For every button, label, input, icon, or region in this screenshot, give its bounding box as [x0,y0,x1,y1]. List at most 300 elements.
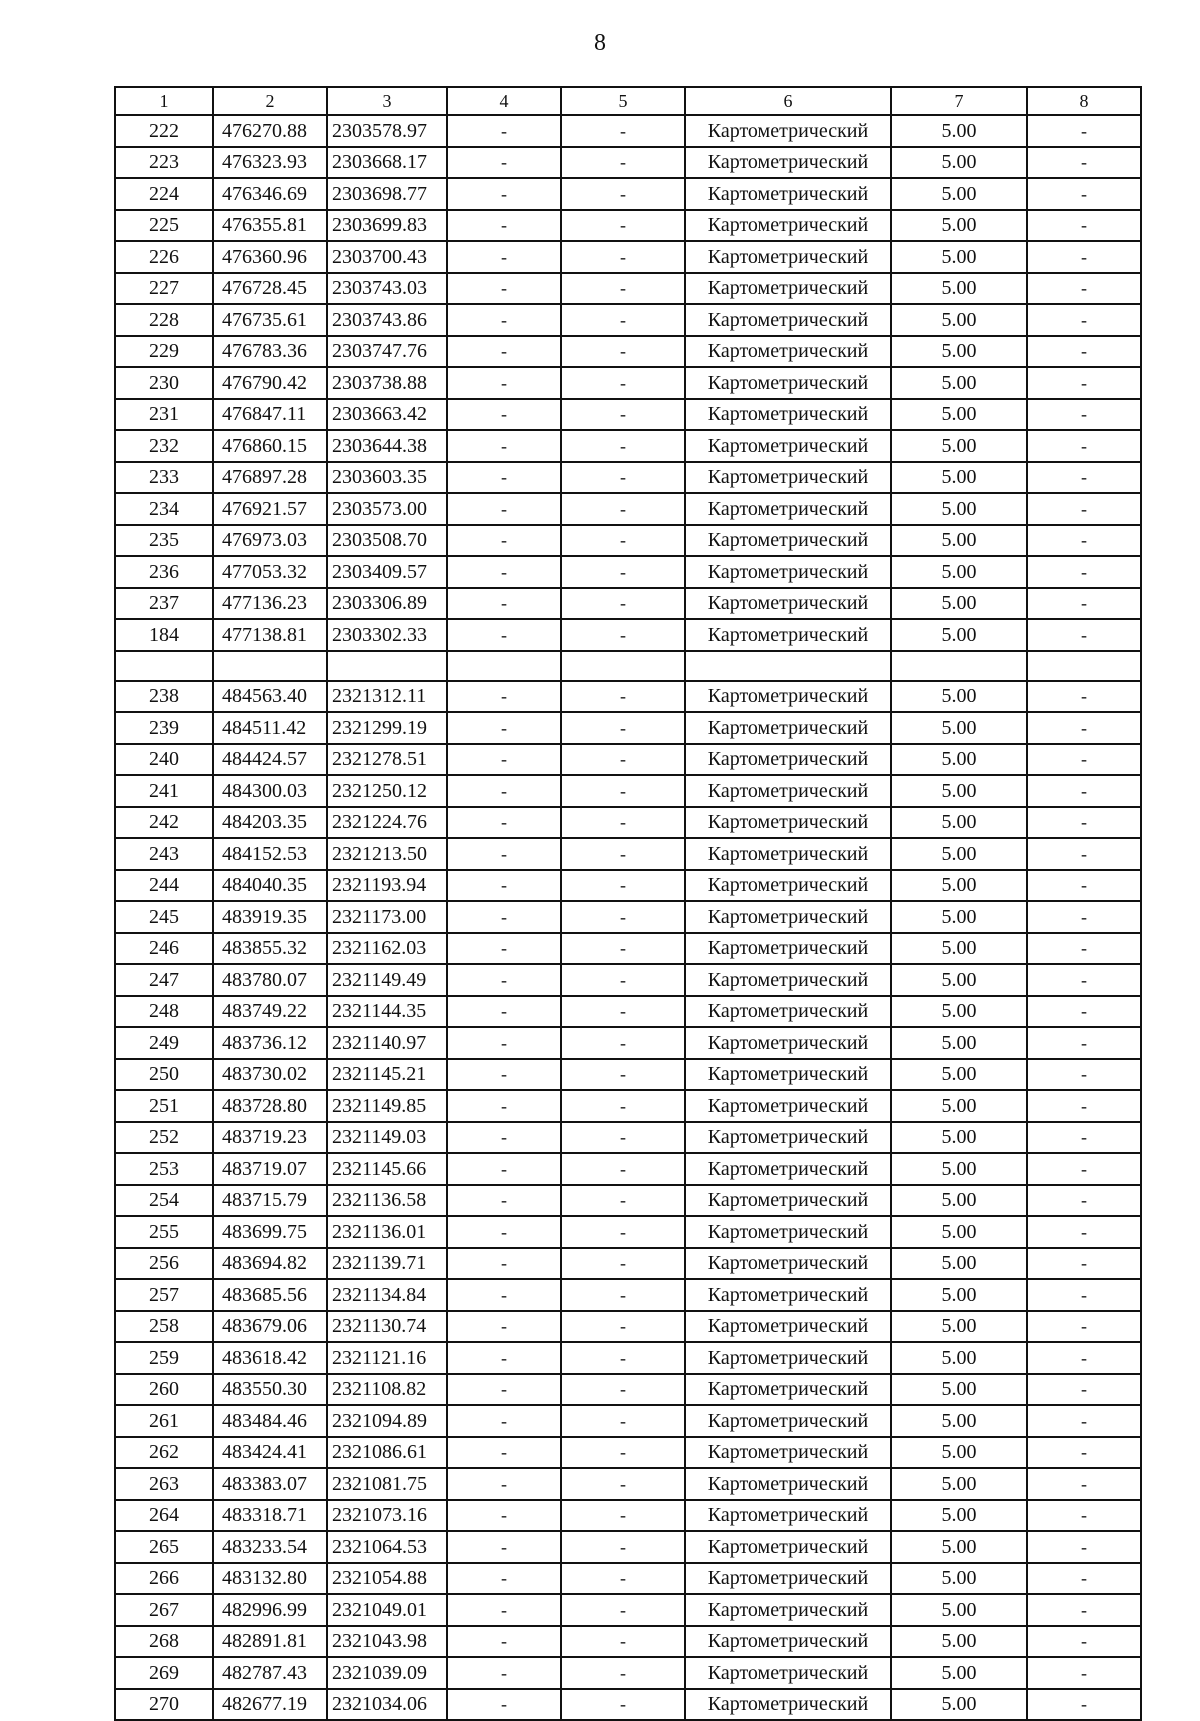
y-coordinate-cell: 2321145.66 [327,1153,447,1185]
column-5-cell: - [561,1185,685,1217]
column-8-cell: - [1027,807,1141,839]
column-8-cell: - [1027,430,1141,462]
point-number-cell: 238 [115,681,213,713]
point-number-cell: 269 [115,1657,213,1689]
accuracy-cell: 5.00 [891,807,1027,839]
method-cell: Картометрический [685,147,891,179]
column-8-cell: - [1027,367,1141,399]
x-coordinate-cell: 483749.22 [213,996,327,1028]
table-row [115,996,1141,1028]
point-number-cell: 229 [115,336,213,368]
y-coordinate-cell: 2321073.16 [327,1500,447,1532]
y-coordinate-cell: 2303603.35 [327,462,447,494]
x-coordinate-cell: 483719.07 [213,1153,327,1185]
column-4-cell: - [447,367,561,399]
table-row [115,838,1141,870]
column-8-cell: - [1027,1500,1141,1532]
accuracy-cell: 5.00 [891,1185,1027,1217]
column-8-cell: - [1027,1090,1141,1122]
y-coordinate-cell: 2321034.06 [327,1689,447,1721]
column-5-cell: - [561,1342,685,1374]
column-5-cell: - [561,1594,685,1626]
column-8-cell: - [1027,744,1141,776]
method-cell: Картометрический [685,807,891,839]
column-4-cell: - [447,336,561,368]
y-coordinate-cell: 2321162.03 [327,933,447,965]
point-number-cell: 261 [115,1405,213,1437]
table-row [115,1500,1141,1532]
column-8-cell: - [1027,1122,1141,1154]
table-row [115,712,1141,744]
column-5-cell: - [561,1311,685,1343]
column-5-cell: - [561,619,685,651]
accuracy-cell: 5.00 [891,210,1027,242]
accuracy-cell: 5.00 [891,493,1027,525]
method-cell: Картометрический [685,1468,891,1500]
column-4-cell: - [447,430,561,462]
point-number-cell: 252 [115,1122,213,1154]
column-4-cell: - [447,1027,561,1059]
column-5-cell: - [561,1279,685,1311]
column-4-cell: - [447,1185,561,1217]
x-coordinate-cell: 476860.15 [213,430,327,462]
column-8-cell: - [1027,838,1141,870]
method-cell: Картометрический [685,1279,891,1311]
column-4-cell: - [447,1594,561,1626]
column-4-cell: - [447,619,561,651]
y-coordinate-cell: 2321139.71 [327,1248,447,1280]
accuracy-cell: 5.00 [891,712,1027,744]
method-cell: Картометрический [685,1027,891,1059]
column-8-cell: - [1027,1342,1141,1374]
method-cell [685,651,891,681]
column-5-cell: - [561,744,685,776]
column-4-cell: - [447,588,561,620]
column-5-cell: - [561,462,685,494]
column-5-cell: - [561,1153,685,1185]
column-5-cell: - [561,1059,685,1091]
x-coordinate-cell: 483424.41 [213,1437,327,1469]
x-coordinate-cell: 482996.99 [213,1594,327,1626]
column-8-cell: - [1027,996,1141,1028]
accuracy-cell: 5.00 [891,273,1027,305]
y-coordinate-cell: 2321094.89 [327,1405,447,1437]
x-coordinate-cell: 484563.40 [213,681,327,713]
x-coordinate-cell: 483550.30 [213,1374,327,1406]
column-4-cell: - [447,304,561,336]
y-coordinate-cell: 2321054.88 [327,1563,447,1595]
column-5-cell: - [561,304,685,336]
column-header: 6 [685,87,891,115]
point-number-cell: 256 [115,1248,213,1280]
column-8-cell: - [1027,1657,1141,1689]
column-5-cell: - [561,1626,685,1658]
column-8-cell: - [1027,1279,1141,1311]
y-coordinate-cell: 2321224.76 [327,807,447,839]
table-row [115,1342,1141,1374]
column-5-cell: - [561,178,685,210]
accuracy-cell: 5.00 [891,178,1027,210]
accuracy-cell [891,651,1027,681]
y-coordinate-cell: 2321193.94 [327,870,447,902]
y-coordinate-cell: 2321130.74 [327,1311,447,1343]
column-8-cell: - [1027,1185,1141,1217]
column-8-cell: - [1027,775,1141,807]
accuracy-cell: 5.00 [891,1059,1027,1091]
method-cell: Картометрический [685,1185,891,1217]
column-4-cell: - [447,1689,561,1721]
table-row [115,304,1141,336]
method-cell: Картометрический [685,336,891,368]
point-number-cell: 243 [115,838,213,870]
x-coordinate-cell: 483484.46 [213,1405,327,1437]
column-5-cell: - [561,525,685,557]
accuracy-cell: 5.00 [891,1248,1027,1280]
point-number-cell: 255 [115,1216,213,1248]
point-number-cell: 246 [115,933,213,965]
accuracy-cell: 5.00 [891,1342,1027,1374]
table-row [115,1374,1141,1406]
y-coordinate-cell: 2321149.85 [327,1090,447,1122]
column-5-cell: - [561,775,685,807]
table-row [115,147,1141,179]
table-row [115,493,1141,525]
point-number-cell: 253 [115,1153,213,1185]
column-5-cell: - [561,1657,685,1689]
column-8-cell: - [1027,1594,1141,1626]
x-coordinate-cell: 476790.42 [213,367,327,399]
column-4-cell: - [447,273,561,305]
column-4-cell: - [447,1563,561,1595]
accuracy-cell: 5.00 [891,556,1027,588]
point-number-cell: 224 [115,178,213,210]
column-8-cell: - [1027,241,1141,273]
column-8-cell: - [1027,304,1141,336]
column-8-cell: - [1027,1248,1141,1280]
method-cell: Картометрический [685,1594,891,1626]
header-row [115,87,1141,115]
x-coordinate-cell: 484152.53 [213,838,327,870]
table-row [115,1122,1141,1154]
column-4-cell: - [447,147,561,179]
column-4-cell: - [447,1059,561,1091]
table-row [115,273,1141,305]
x-coordinate-cell: 483699.75 [213,1216,327,1248]
column-4-cell: - [447,178,561,210]
column-8-cell: - [1027,1153,1141,1185]
column-5-cell: - [561,807,685,839]
y-coordinate-cell: 2303578.97 [327,115,447,147]
column-8-cell: - [1027,1689,1141,1721]
column-5-cell: - [561,336,685,368]
point-number-cell: 254 [115,1185,213,1217]
y-coordinate-cell: 2321081.75 [327,1468,447,1500]
method-cell: Картометрический [685,1563,891,1595]
accuracy-cell: 5.00 [891,838,1027,870]
y-coordinate-cell: 2303743.86 [327,304,447,336]
table-row [115,525,1141,557]
y-coordinate-cell: 2321134.84 [327,1279,447,1311]
column-5-cell: - [561,1374,685,1406]
y-coordinate-cell: 2303306.89 [327,588,447,620]
column-4-cell: - [447,556,561,588]
column-8-cell: - [1027,1626,1141,1658]
method-cell: Картометрический [685,241,891,273]
column-4-cell: - [447,1342,561,1374]
table-row [115,1279,1141,1311]
column-4-cell: - [447,1090,561,1122]
column-5-cell: - [561,1027,685,1059]
method-cell: Картометрический [685,1153,891,1185]
column-4-cell: - [447,1626,561,1658]
column-5-cell: - [561,1248,685,1280]
accuracy-cell: 5.00 [891,462,1027,494]
column-header: 1 [115,87,213,115]
method-cell: Картометрический [685,712,891,744]
x-coordinate-cell: 483719.23 [213,1122,327,1154]
y-coordinate-cell: 2321136.01 [327,1216,447,1248]
method-cell: Картометрический [685,399,891,431]
column-4-cell: - [447,241,561,273]
table-row [115,1405,1141,1437]
column-4-cell: - [447,1531,561,1563]
column-5-cell: - [561,273,685,305]
method-cell: Картометрический [685,588,891,620]
column-5-cell: - [561,1563,685,1595]
column-4-cell: - [447,1122,561,1154]
method-cell: Картометрический [685,115,891,147]
method-cell: Картометрический [685,1248,891,1280]
method-cell: Картометрический [685,1122,891,1154]
accuracy-cell: 5.00 [891,1122,1027,1154]
accuracy-cell: 5.00 [891,775,1027,807]
point-number-cell: 223 [115,147,213,179]
point-number-cell: 237 [115,588,213,620]
x-coordinate-cell: 484203.35 [213,807,327,839]
y-coordinate-cell: 2321140.97 [327,1027,447,1059]
method-cell: Картометрический [685,1689,891,1721]
point-number-cell: 251 [115,1090,213,1122]
x-coordinate-cell: 476728.45 [213,273,327,305]
method-cell: Картометрический [685,1626,891,1658]
y-coordinate-cell: 2321039.09 [327,1657,447,1689]
method-cell: Картометрический [685,933,891,965]
column-5-cell: - [561,1500,685,1532]
point-number-cell: 234 [115,493,213,525]
accuracy-cell: 5.00 [891,1689,1027,1721]
column-8-cell: - [1027,1437,1141,1469]
y-coordinate-cell: 2303573.00 [327,493,447,525]
column-8-cell: - [1027,1374,1141,1406]
method-cell: Картометрический [685,619,891,651]
table-row [115,619,1141,651]
column-4-cell: - [447,712,561,744]
x-coordinate-cell: 476323.93 [213,147,327,179]
method-cell: Картометрический [685,462,891,494]
column-8-cell: - [1027,1405,1141,1437]
column-4-cell: - [447,901,561,933]
x-coordinate-cell: 484424.57 [213,744,327,776]
column-8-cell: - [1027,115,1141,147]
column-4-cell: - [447,1500,561,1532]
y-coordinate-cell: 2321250.12 [327,775,447,807]
y-coordinate-cell: 2321064.53 [327,1531,447,1563]
column-4-cell: - [447,996,561,1028]
column-4-cell: - [447,870,561,902]
accuracy-cell: 5.00 [891,1657,1027,1689]
column-5-cell: - [561,367,685,399]
column-8-cell: - [1027,870,1141,902]
coordinates-table [114,86,1142,1721]
method-cell: Картометрический [685,775,891,807]
method-cell: Картометрический [685,1374,891,1406]
x-coordinate-cell: 483694.82 [213,1248,327,1280]
column-5-cell: - [561,996,685,1028]
column-5-cell: - [561,1090,685,1122]
column-4-cell: - [447,1437,561,1469]
point-number-cell: 226 [115,241,213,273]
accuracy-cell: 5.00 [891,1500,1027,1532]
method-cell: Картометрический [685,1531,891,1563]
column-8-cell [1027,651,1141,681]
accuracy-cell: 5.00 [891,588,1027,620]
x-coordinate-cell: 476783.36 [213,336,327,368]
column-5-cell: - [561,241,685,273]
accuracy-cell: 5.00 [891,147,1027,179]
table-row [115,870,1141,902]
column-8-cell: - [1027,399,1141,431]
table-row [115,1563,1141,1595]
column-4-cell: - [447,1374,561,1406]
accuracy-cell: 5.00 [891,525,1027,557]
table-row [115,1153,1141,1185]
x-coordinate-cell: 483132.80 [213,1563,327,1595]
x-coordinate-cell: 482891.81 [213,1626,327,1658]
point-number-cell: 264 [115,1500,213,1532]
column-5-cell: - [561,1531,685,1563]
table-row [115,399,1141,431]
table-row [115,1216,1141,1248]
column-5-cell: - [561,430,685,462]
accuracy-cell: 5.00 [891,933,1027,965]
method-cell: Картометрический [685,744,891,776]
point-number-cell: 263 [115,1468,213,1500]
point-number-cell: 247 [115,964,213,996]
y-coordinate-cell: 2303668.17 [327,147,447,179]
table-row [115,1437,1141,1469]
column-5-cell: - [561,1405,685,1437]
table-row [115,556,1141,588]
y-coordinate-cell: 2303747.76 [327,336,447,368]
method-cell: Картометрический [685,681,891,713]
table-row [115,178,1141,210]
accuracy-cell: 5.00 [891,115,1027,147]
page-number: 8 [594,30,606,56]
accuracy-cell: 5.00 [891,996,1027,1028]
y-coordinate-cell: 2321278.51 [327,744,447,776]
method-cell: Картометрический [685,1405,891,1437]
column-8-cell: - [1027,1563,1141,1595]
accuracy-cell: 5.00 [891,1626,1027,1658]
column-4-cell: - [447,744,561,776]
method-cell: Картометрический [685,493,891,525]
column-4-cell: - [447,462,561,494]
column-header: 8 [1027,87,1141,115]
x-coordinate-cell: 476897.28 [213,462,327,494]
column-4-cell: - [447,210,561,242]
point-number-cell: 228 [115,304,213,336]
column-4-cell: - [447,525,561,557]
x-coordinate-cell: 476360.96 [213,241,327,273]
accuracy-cell: 5.00 [891,681,1027,713]
accuracy-cell: 5.00 [891,367,1027,399]
method-cell: Картометрический [685,870,891,902]
method-cell: Картометрический [685,1090,891,1122]
accuracy-cell: 5.00 [891,1027,1027,1059]
column-8-cell: - [1027,1531,1141,1563]
method-cell: Картометрический [685,1437,891,1469]
column-header: 2 [213,87,327,115]
x-coordinate-cell: 483318.71 [213,1500,327,1532]
table-row [115,1311,1141,1343]
point-number-cell: 248 [115,996,213,1028]
x-coordinate-cell: 484511.42 [213,712,327,744]
accuracy-cell: 5.00 [891,619,1027,651]
table-row [115,681,1141,713]
table-row [115,964,1141,996]
x-coordinate-cell: 477053.32 [213,556,327,588]
column-5-cell: - [561,399,685,431]
method-cell: Картометрический [685,430,891,462]
point-number-cell: 242 [115,807,213,839]
column-4-cell: - [447,115,561,147]
y-coordinate-cell: 2303738.88 [327,367,447,399]
y-coordinate-cell: 2303663.42 [327,399,447,431]
x-coordinate-cell: 483233.54 [213,1531,327,1563]
column-8-cell: - [1027,1216,1141,1248]
table-row [115,1090,1141,1122]
y-coordinate-cell: 2321149.03 [327,1122,447,1154]
accuracy-cell: 5.00 [891,964,1027,996]
table-row [115,1626,1141,1658]
column-header: 5 [561,87,685,115]
accuracy-cell: 5.00 [891,304,1027,336]
column-8-cell: - [1027,1468,1141,1500]
column-8-cell: - [1027,588,1141,620]
y-coordinate-cell: 2321213.50 [327,838,447,870]
accuracy-cell: 5.00 [891,1216,1027,1248]
column-5-cell: - [561,115,685,147]
column-4-cell: - [447,399,561,431]
y-coordinate-cell: 2321144.35 [327,996,447,1028]
column-4-cell: - [447,1216,561,1248]
table-row [115,1531,1141,1563]
y-coordinate-cell: 2321145.21 [327,1059,447,1091]
column-8-cell: - [1027,462,1141,494]
point-number-cell: 245 [115,901,213,933]
accuracy-cell: 5.00 [891,430,1027,462]
x-coordinate-cell: 483855.32 [213,933,327,965]
x-coordinate-cell: 483618.42 [213,1342,327,1374]
column-header: 4 [447,87,561,115]
table-row [115,1689,1141,1721]
x-coordinate-cell: 476270.88 [213,115,327,147]
y-coordinate-cell: 2321108.82 [327,1374,447,1406]
table-row [115,1248,1141,1280]
table-row [115,933,1141,965]
accuracy-cell: 5.00 [891,241,1027,273]
point-number-cell: 231 [115,399,213,431]
